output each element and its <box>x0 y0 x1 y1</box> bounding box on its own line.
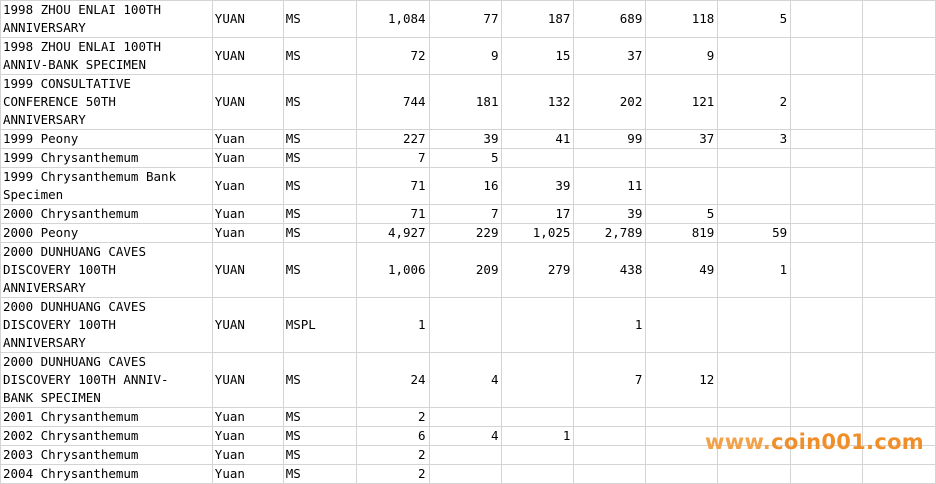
cell-count[interactable]: 37 <box>574 38 646 75</box>
cell-empty[interactable] <box>791 465 863 484</box>
cell-empty[interactable] <box>863 446 936 465</box>
cell-count[interactable] <box>646 408 718 427</box>
cell-denomination[interactable]: YUAN <box>212 75 283 130</box>
cell-coin-name[interactable]: 2001 Chrysanthemum <box>1 408 213 427</box>
cell-empty[interactable] <box>791 408 863 427</box>
cell-empty[interactable] <box>863 427 936 446</box>
cell-grade-type[interactable]: MS <box>283 408 356 427</box>
cell-count[interactable]: 181 <box>429 75 502 130</box>
cell-empty[interactable] <box>791 168 863 205</box>
cell-count[interactable]: 1 <box>718 243 791 298</box>
cell-count[interactable] <box>574 427 646 446</box>
cell-coin-name[interactable]: 1999 Chrysanthemum Bank Specimen <box>1 168 213 205</box>
cell-empty[interactable] <box>791 38 863 75</box>
cell-empty[interactable] <box>863 353 936 408</box>
cell-count[interactable] <box>574 408 646 427</box>
cell-empty[interactable] <box>791 353 863 408</box>
cell-denomination[interactable]: Yuan <box>212 149 283 168</box>
cell-count[interactable]: 7 <box>574 353 646 408</box>
table-row <box>1 446 936 465</box>
cell-grade-type[interactable]: MS <box>283 353 356 408</box>
watermark-prefix: www. <box>705 430 772 454</box>
table-row <box>1 168 936 205</box>
cell-count[interactable] <box>718 408 791 427</box>
cell-empty[interactable] <box>863 243 936 298</box>
cell-grade-type[interactable]: MS <box>283 205 356 224</box>
table-row <box>1 427 936 446</box>
cell-grade-type[interactable]: MS <box>283 149 356 168</box>
cell-coin-name[interactable]: 1998 ZHOU ENLAI 100TH ANNIV-BANK SPECIMEN <box>1 38 213 75</box>
cell-denomination[interactable]: YUAN <box>212 353 283 408</box>
cell-empty[interactable] <box>791 1 863 38</box>
cell-count[interactable] <box>718 353 791 408</box>
cell-count[interactable] <box>574 446 646 465</box>
cell-empty[interactable] <box>863 75 936 130</box>
cell-count[interactable]: 12 <box>646 353 718 408</box>
cell-denomination[interactable]: Yuan <box>212 408 283 427</box>
cell-count[interactable]: 5 <box>429 149 502 168</box>
table-row <box>1 465 936 484</box>
cell-denomination[interactable]: Yuan <box>212 224 283 243</box>
cell-count[interactable]: 819 <box>646 224 718 243</box>
cell-count[interactable]: 99 <box>574 130 646 149</box>
cell-count[interactable]: 279 <box>502 243 574 298</box>
cell-count[interactable]: 5 <box>718 1 791 38</box>
cell-coin-name[interactable]: 2000 DUNHUANG CAVES DISCOVERY 100TH ANNIVERSARY <box>1 298 213 353</box>
cell-count[interactable] <box>429 465 502 484</box>
cell-total[interactable]: 744 <box>356 75 429 130</box>
cell-count[interactable]: 202 <box>574 75 646 130</box>
cell-count[interactable]: 118 <box>646 1 718 38</box>
cell-count[interactable] <box>646 149 718 168</box>
cell-grade-type[interactable]: MS <box>283 1 356 38</box>
cell-count[interactable] <box>646 427 718 446</box>
cell-count[interactable] <box>718 38 791 75</box>
cell-grade-type[interactable]: MS <box>283 75 356 130</box>
cell-count[interactable]: 2,789 <box>574 224 646 243</box>
cell-count[interactable] <box>718 298 791 353</box>
cell-count[interactable] <box>718 168 791 205</box>
cell-empty[interactable] <box>791 224 863 243</box>
cell-coin-name[interactable]: 2000 DUNHUANG CAVES DISCOVERY 100TH ANNIV- BANK SPECIMEN <box>1 353 213 408</box>
table-row <box>1 224 936 243</box>
cell-count[interactable]: 3 <box>718 130 791 149</box>
cell-empty[interactable] <box>791 446 863 465</box>
cell-count[interactable] <box>429 408 502 427</box>
cell-count[interactable] <box>502 298 574 353</box>
cell-count[interactable]: 4 <box>429 427 502 446</box>
table-row <box>1 408 936 427</box>
cell-grade-type[interactable]: MSPL <box>283 298 356 353</box>
cell-count[interactable]: 37 <box>646 130 718 149</box>
cell-count[interactable] <box>646 168 718 205</box>
cell-count[interactable] <box>718 465 791 484</box>
cell-denomination[interactable]: Yuan <box>212 205 283 224</box>
cell-denomination[interactable]: Yuan <box>212 446 283 465</box>
cell-count[interactable] <box>574 149 646 168</box>
cell-coin-name[interactable]: 1999 Chrysanthemum <box>1 149 213 168</box>
cell-count[interactable]: 2 <box>718 75 791 130</box>
cell-count[interactable]: 1 <box>502 427 574 446</box>
cell-empty[interactable] <box>791 75 863 130</box>
table-row <box>1 298 936 353</box>
cell-total[interactable]: 24 <box>356 353 429 408</box>
cell-denomination[interactable]: Yuan <box>212 168 283 205</box>
cell-coin-name[interactable]: 2000 Chrysanthemum <box>1 205 213 224</box>
cell-grade-type[interactable]: MS <box>283 427 356 446</box>
cell-total[interactable]: 71 <box>356 205 429 224</box>
cell-total[interactable]: 2 <box>356 446 429 465</box>
cell-count[interactable]: 16 <box>429 168 502 205</box>
cell-count[interactable] <box>646 298 718 353</box>
cell-denomination[interactable]: YUAN <box>212 298 283 353</box>
cell-grade-type[interactable]: MS <box>283 130 356 149</box>
cell-denomination[interactable]: Yuan <box>212 130 283 149</box>
table-row <box>1 243 936 298</box>
cell-empty[interactable] <box>791 427 863 446</box>
cell-count[interactable]: 9 <box>646 38 718 75</box>
cell-count[interactable] <box>718 149 791 168</box>
table-row <box>1 38 936 75</box>
cell-coin-name[interactable]: 2000 Peony <box>1 224 213 243</box>
cell-denomination[interactable]: YUAN <box>212 1 283 38</box>
cell-denomination[interactable]: YUAN <box>212 243 283 298</box>
cell-empty[interactable] <box>863 408 936 427</box>
cell-count[interactable]: 438 <box>574 243 646 298</box>
cell-total[interactable]: 6 <box>356 427 429 446</box>
cell-total[interactable]: 71 <box>356 168 429 205</box>
cell-empty[interactable] <box>863 38 936 75</box>
cell-denomination[interactable]: YUAN <box>212 38 283 75</box>
cell-count[interactable]: 41 <box>502 130 574 149</box>
cell-count[interactable]: 17 <box>502 205 574 224</box>
cell-count[interactable]: 7 <box>429 205 502 224</box>
sheet-body <box>1 1 936 484</box>
cell-empty[interactable] <box>863 130 936 149</box>
cell-count[interactable] <box>646 465 718 484</box>
cell-count[interactable]: 121 <box>646 75 718 130</box>
cell-coin-name[interactable]: 1999 Peony <box>1 130 213 149</box>
cell-coin-name[interactable]: 2000 DUNHUANG CAVES DISCOVERY 100TH ANNIVERSARY <box>1 243 213 298</box>
cell-grade-type[interactable]: MS <box>283 243 356 298</box>
cell-count[interactable]: 4 <box>429 353 502 408</box>
cell-count[interactable]: 39 <box>429 130 502 149</box>
cell-grade-type[interactable]: MS <box>283 38 356 75</box>
table-row <box>1 205 936 224</box>
cell-count[interactable] <box>574 465 646 484</box>
cell-count[interactable]: 11 <box>574 168 646 205</box>
cell-count[interactable]: 15 <box>502 38 574 75</box>
cell-count[interactable] <box>502 446 574 465</box>
cell-empty[interactable] <box>863 168 936 205</box>
cell-grade-type[interactable]: MS <box>283 446 356 465</box>
watermark-brand: coin001.com <box>771 430 924 454</box>
cell-coin-name[interactable]: 2002 Chrysanthemum <box>1 427 213 446</box>
cell-count[interactable]: 59 <box>718 224 791 243</box>
cell-empty[interactable] <box>791 149 863 168</box>
table-row <box>1 1 936 38</box>
cell-empty[interactable] <box>863 149 936 168</box>
cell-count[interactable] <box>502 149 574 168</box>
cell-count[interactable]: 229 <box>429 224 502 243</box>
cell-count[interactable]: 39 <box>574 205 646 224</box>
cell-empty[interactable] <box>863 465 936 484</box>
cell-count[interactable]: 39 <box>502 168 574 205</box>
cell-grade-type[interactable]: MS <box>283 465 356 484</box>
table-row <box>1 75 936 130</box>
cell-count[interactable]: 1 <box>574 298 646 353</box>
cell-denomination[interactable]: Yuan <box>212 465 283 484</box>
cell-total[interactable]: 1 <box>356 298 429 353</box>
table-row <box>1 130 936 149</box>
cell-count[interactable]: 5 <box>646 205 718 224</box>
cell-count[interactable] <box>502 465 574 484</box>
cell-count[interactable]: 1,025 <box>502 224 574 243</box>
cell-coin-name[interactable]: 1999 CONSULTATIVE CONFERENCE 50TH ANNIVERSARY <box>1 75 213 130</box>
cell-coin-name[interactable]: 1998 ZHOU ENLAI 100TH ANNIVERSARY <box>1 1 213 38</box>
cell-coin-name[interactable]: 2003 Chrysanthemum <box>1 446 213 465</box>
cell-total[interactable]: 1,084 <box>356 1 429 38</box>
cell-grade-type[interactable]: MS <box>283 168 356 205</box>
cell-grade-type[interactable]: MS <box>283 224 356 243</box>
cell-count[interactable]: 689 <box>574 1 646 38</box>
cell-count[interactable]: 9 <box>429 38 502 75</box>
cell-count[interactable]: 77 <box>429 1 502 38</box>
cell-coin-name[interactable]: 2004 Chrysanthemum <box>1 465 213 484</box>
cell-total[interactable]: 2 <box>356 408 429 427</box>
cell-count[interactable] <box>718 427 791 446</box>
cell-count[interactable]: 132 <box>502 75 574 130</box>
cell-count[interactable] <box>646 446 718 465</box>
cell-count[interactable]: 209 <box>429 243 502 298</box>
cell-count[interactable]: 49 <box>646 243 718 298</box>
cell-denomination[interactable]: Yuan <box>212 427 283 446</box>
cell-count[interactable] <box>502 408 574 427</box>
cell-count[interactable] <box>502 353 574 408</box>
cell-total[interactable]: 4,927 <box>356 224 429 243</box>
cell-total[interactable]: 1,006 <box>356 243 429 298</box>
cell-empty[interactable] <box>791 298 863 353</box>
cell-count[interactable] <box>429 298 502 353</box>
cell-empty[interactable] <box>863 298 936 353</box>
cell-count[interactable] <box>429 446 502 465</box>
cell-empty[interactable] <box>791 243 863 298</box>
cell-count[interactable] <box>718 446 791 465</box>
cell-empty[interactable] <box>791 205 863 224</box>
cell-count[interactable]: 187 <box>502 1 574 38</box>
cell-empty[interactable] <box>863 205 936 224</box>
cell-empty[interactable] <box>863 224 936 243</box>
cell-total[interactable]: 227 <box>356 130 429 149</box>
table-row <box>1 353 936 408</box>
cell-count[interactable] <box>718 205 791 224</box>
cell-total[interactable]: 7 <box>356 149 429 168</box>
cell-empty[interactable] <box>791 130 863 149</box>
cell-empty[interactable] <box>863 1 936 38</box>
cell-total[interactable]: 2 <box>356 465 429 484</box>
table-row <box>1 149 936 168</box>
cell-total[interactable]: 72 <box>356 38 429 75</box>
